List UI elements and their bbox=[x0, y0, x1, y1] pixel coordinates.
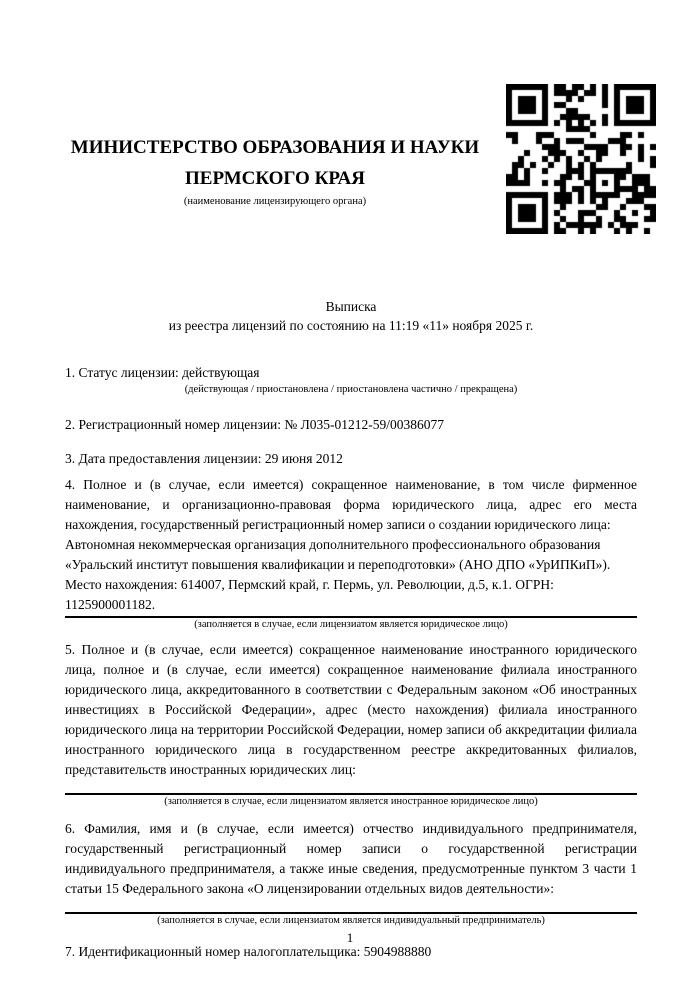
registration-number-line: 2. Регистрационный номер лицензии: № Л035-01212-59/00386077 bbox=[65, 417, 445, 432]
grant-date-line: 3. Дата предоставления лицензии: 29 июня 2012 bbox=[65, 451, 343, 466]
page-number: 1 bbox=[346, 930, 354, 945]
entrepreneur-caption: (заполняется в случае, если лицензиатом является индивидуальный предприниматель) bbox=[157, 915, 545, 926]
status-options-caption: (действующая / приостановлена / приостановлена частично / прекращена) bbox=[184, 384, 518, 395]
taxpayer-number-line: 7. Идентификационный номер налогоплательщика: 5904988880 bbox=[65, 944, 432, 959]
foreign-entity-blank-value bbox=[65, 780, 637, 792]
entrepreneur-blank-value bbox=[65, 899, 637, 911]
ministry-name-line2: ПЕРМСКОГО КРАЯ bbox=[185, 168, 365, 189]
document-title bbox=[65, 297, 637, 335]
legal-entity-caption: (заполняется в случае, если лицензиатом является юридическое лицо) bbox=[194, 619, 508, 630]
ministry-name-line1: МИНИСТЕРСТВО ОБРАЗОВАНИЯ И НАУКИ bbox=[70, 137, 480, 158]
document-title-line1: Выписка bbox=[325, 299, 377, 314]
foreign-entity-caption: (заполняется в случае, если лицензиатом является иностранное юридическое лицо) bbox=[164, 796, 538, 807]
licensing-authority-name bbox=[65, 132, 485, 194]
license-status-line: 1. Статус лицензии: действующая bbox=[65, 365, 260, 380]
licensing-authority-caption: (наименование лицензирующего органа) bbox=[183, 196, 367, 207]
document-title-line2: из реестра лицензий по состоянию на 11:19 «11» ноября 2025 г. bbox=[168, 318, 534, 333]
qr-code-icon bbox=[506, 84, 656, 234]
foreign-entity-clause: 5. Полное и (в случае, если имеется) сокращенное наименование иностранного юридического лица, полное и (в случае, если имеется) сокращенное наименование филиала иностранного юридического лица, аккредитованного в соответствии с Федеральным законом «Об иностранных инвестициях в Российской Федерации», адрес (место нахождения) филиала иностранного юридического лица на территории Российской Федерации, номер записи об аккредитации филиала иностранного юридического лица в государственном реестре аккредитованных филиалов, представительств иностранных юридических лиц: bbox=[65, 642, 637, 777]
entrepreneur-clause: 6. Фамилия, имя и (в случае, если имеется) отчество индивидуального предпринимателя, государственный регистрационный номер записи о государственной регистрации индивидуального предпринимателя, а также иные сведения, предусмотренные пунктом 3 части 1 статьи 15 Федерального закона «О лицензировании отдельных видов деятельности»: bbox=[65, 821, 637, 896]
legal-entity-clause: 4. Полное и (в случае, если имеется) сокращенное наименование, в том числе фирменное наименование, и организационно-правовая форма юридического лица, адрес его места нахождения, государственный регистрационный номер записи о создании юридического лица: bbox=[65, 477, 637, 532]
legal-entity-value: Автономная некоммерческая организация дополнительного профессионального образования «Уральский институт повышения квалификации и переподготовки» (АНО ДПО «УрИПКиП»). Место нахождения: 614007, Пермский край, г. Пермь, ул. Революции, д.5, к.1. ОГРН: 1125900001182. bbox=[65, 537, 611, 612]
